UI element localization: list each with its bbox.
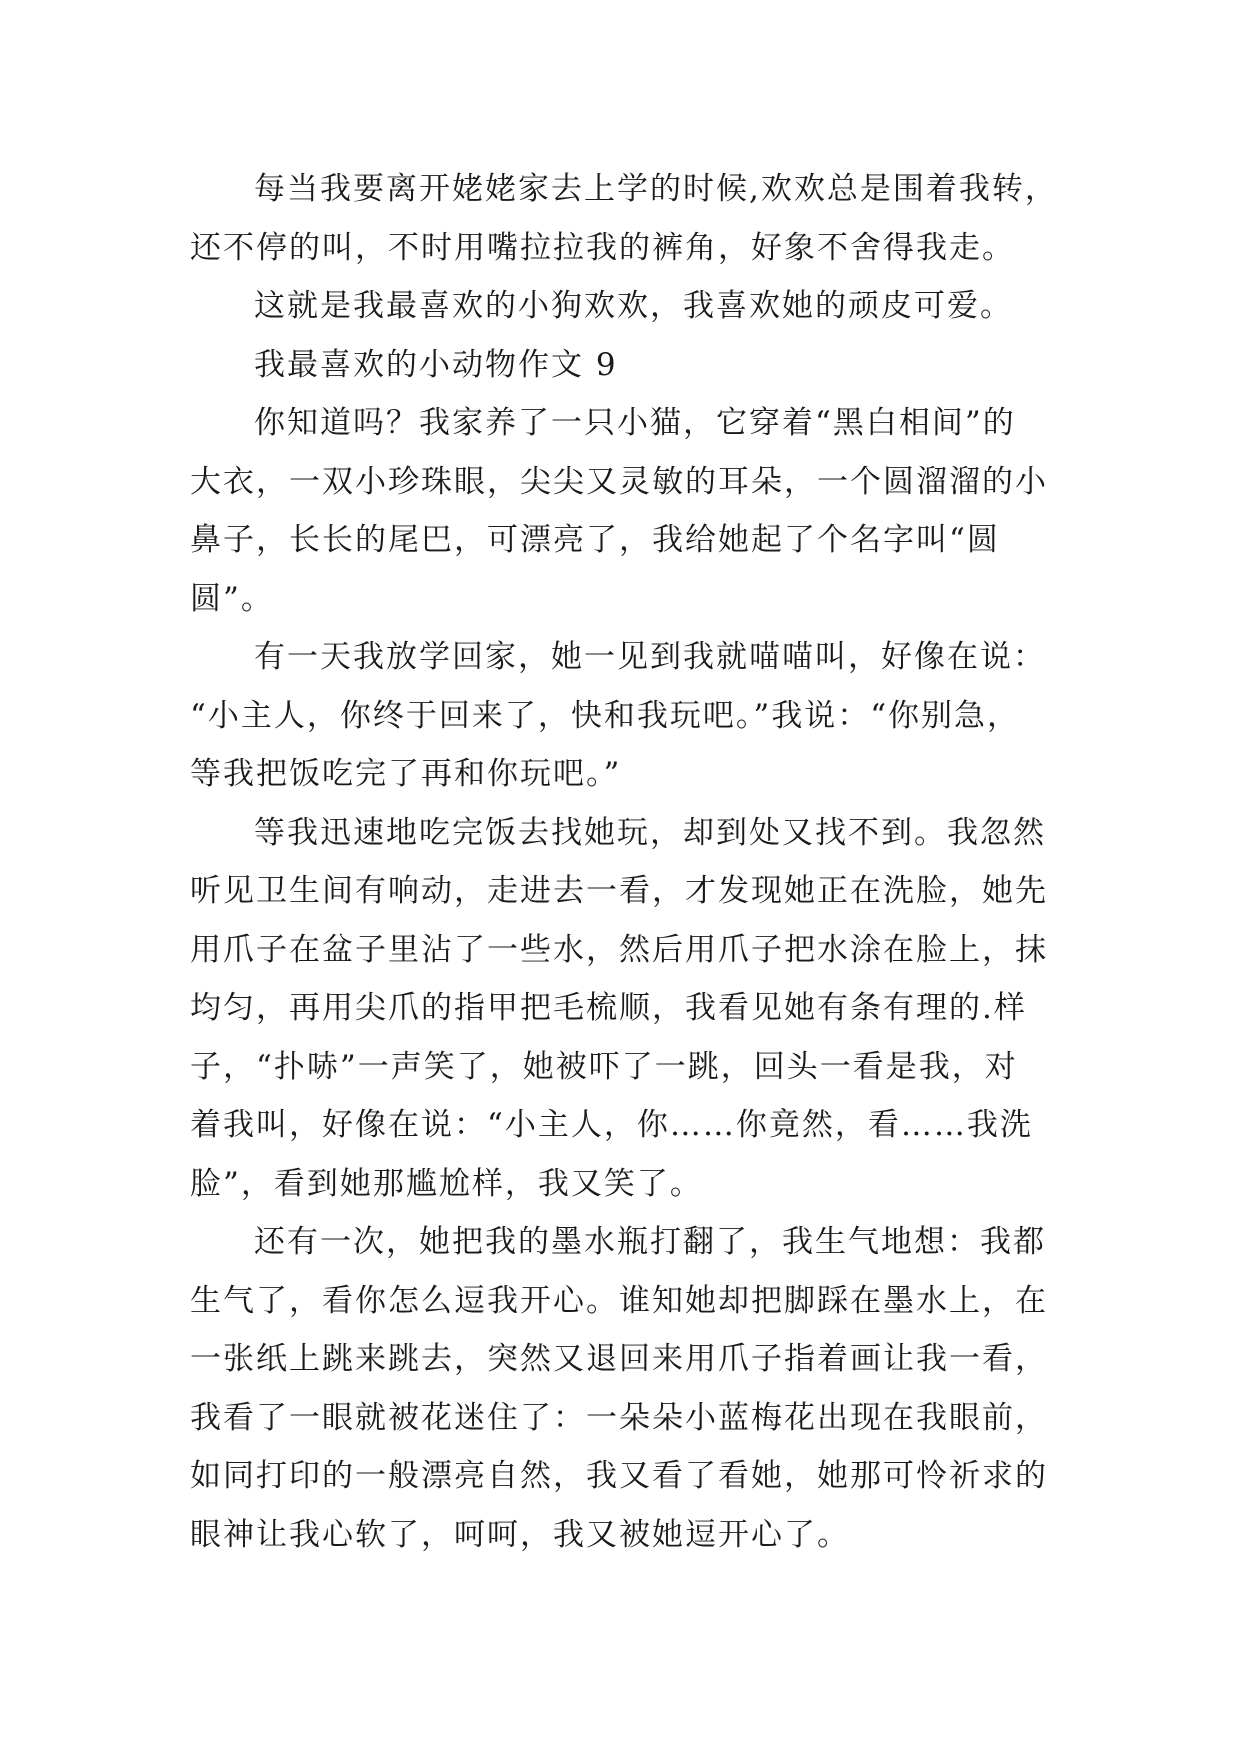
text-line: 你知道吗？我家养了一只小猫，它穿着“黑白相间”的 [254,405,1016,441]
text-line: 还不停的叫，不时用嘴拉拉我的裤角，好象不舍得我走。 [190,229,1015,266]
text-line: 还有一次，她把我的墨水瓶打翻了，我生气地想：我都 [254,1224,1046,1260]
text-line: 脸”，看到她那尴尬样，我又笑了。 [190,1165,703,1202]
text-line: 听见卫生间有响动，走进去一看，才发现她正在洗脸，她先 [190,873,1048,909]
text-line: 圆”。 [190,580,274,617]
text-line: 如同打印的一般漂亮自然，我又看了看她，她那可怜祈求的 [190,1458,1048,1494]
text-line: “小主人，你终于回来了，快和我玩吧。”我说：“你别急， [190,697,1021,734]
text-line: 眼神让我心软了，呵呵，我又被她逗开心了。 [190,1516,850,1553]
text-line: 这就是我最喜欢的小狗欢欢，我喜欢她的顽皮可爱。 [254,288,1013,324]
text-line: 均匀，再用尖爪的指甲把毛梳顺，我看见她有条有理的.样 [190,990,1027,1026]
text-line: 有一天我放学回家，她一见到我就喵喵叫，好像在说： [254,639,1046,675]
text-line: 一张纸上跳来跳去，突然又退回来用爪子指着画让我一看， [190,1341,1048,1377]
text-line: 用爪子在盆子里沾了一些水，然后用爪子把水涂在脸上，抹 [190,931,1048,968]
text-line: 生气了，看你怎么逗我开心。谁知她却把脚踩在墨水上，在 [190,1282,1048,1319]
text-line: 大衣，一双小珍珠眼，尖尖又灵敏的耳朵，一个圆溜溜的小 [190,463,1048,500]
text-line: 鼻子，长长的尾巴，可漂亮了，我给她起了个名字叫“圆 [190,522,1000,558]
text-line: 每当我要离开姥姥家去上学的时候,欢欢总是围着我转， [254,171,1058,207]
text-line: 子，“扑哧”一声笑了，她被吓了一跳，回头一看是我，对 [190,1048,1018,1085]
text-line: 着我叫，好像在说：“小主人，你……你竟然，看……我洗 [190,1107,1033,1143]
section-title: 我最喜欢的小动物作文 9 [254,346,618,383]
text-line: 我看了一眼就被花迷住了：一朵朵小蓝梅花出现在我眼前， [190,1399,1048,1436]
document-body [190,160,1070,1564]
text-line: 等我把饭吃完了再和你玩吧。” [190,756,622,792]
text-line: 等我迅速地吃完饭去找她玩，却到处又找不到。我忽然 [254,814,1046,851]
